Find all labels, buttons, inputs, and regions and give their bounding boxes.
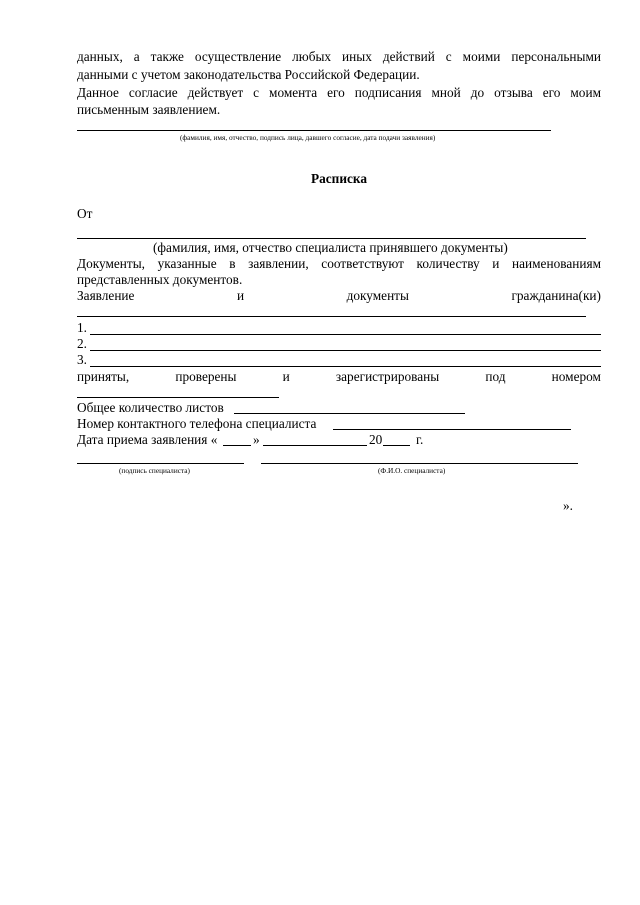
- date-month-line: [263, 445, 367, 446]
- item-number: 3.: [77, 352, 87, 367]
- consent-signature-line: [77, 130, 551, 131]
- accepted-word: проверены: [175, 369, 237, 384]
- consent-signature-caption: (фамилия, имя, отчество, подпись лица, давшего согласие, дата подачи заявления): [180, 133, 436, 142]
- specialist-signature-line: [77, 463, 244, 464]
- item-line: [90, 366, 601, 367]
- item-number: 2.: [77, 336, 87, 351]
- applicant-line: [77, 316, 586, 317]
- item-line: [90, 334, 601, 335]
- item-number: 1.: [77, 320, 87, 335]
- accepted-word: номером: [551, 369, 601, 384]
- docs-line-1: Документы, указанные в заявлении, соответствуют количеству и наименованиям: [77, 256, 601, 271]
- applicant-word: документы: [346, 288, 409, 303]
- date-day-line: [223, 445, 251, 446]
- specialist-name-line: [261, 463, 578, 464]
- sheets-label: Общее количество листов: [77, 400, 224, 415]
- applicant-word: и: [236, 288, 245, 303]
- specialist-signature-caption: (подпись специалиста): [119, 466, 190, 475]
- applicant-word: Заявление: [77, 288, 135, 303]
- accepted-row: [77, 369, 601, 385]
- from-line: [77, 238, 586, 239]
- consent-line-2: данными с учетом законодательства Российской Федерации.: [77, 67, 420, 82]
- date-suffix: г.: [416, 432, 424, 447]
- date-day-close: »: [253, 432, 260, 447]
- accepted-word: под: [485, 369, 506, 384]
- docs-line-2: представленных документов.: [77, 272, 243, 287]
- applicant-word: гражданина(ки): [511, 288, 601, 303]
- consent-line-1: данных, а также осуществление любых иных действий с моими персональными: [77, 49, 601, 64]
- accepted-word: зарегистрированы: [335, 369, 440, 384]
- date-prefix: Дата приема заявления «: [77, 432, 218, 447]
- consent-line-3: Данное согласие действует с момента его подписания мной до отзыва его моим: [77, 85, 601, 100]
- phone-label: Номер контактного телефона специалиста: [77, 416, 317, 431]
- closing-mark: ».: [563, 498, 573, 513]
- date-year: 20: [369, 432, 383, 447]
- phone-line: [333, 429, 571, 430]
- receipt-title: Расписка: [311, 171, 368, 186]
- accepted-word: и: [282, 369, 290, 384]
- from-caption: (фамилия, имя, отчество специалиста принявшего документы): [153, 240, 508, 255]
- accepted-word: приняты,: [77, 369, 130, 384]
- registration-number-line: [77, 397, 279, 398]
- from-label: От: [77, 206, 93, 221]
- sheets-line: [234, 413, 465, 414]
- specialist-name-caption: (Ф.И.О. специалиста): [378, 466, 446, 475]
- item-line: [90, 350, 601, 351]
- applicant-row: [77, 288, 601, 304]
- date-year-line: [383, 445, 410, 446]
- consent-line-4: письменным заявлением.: [77, 102, 221, 117]
